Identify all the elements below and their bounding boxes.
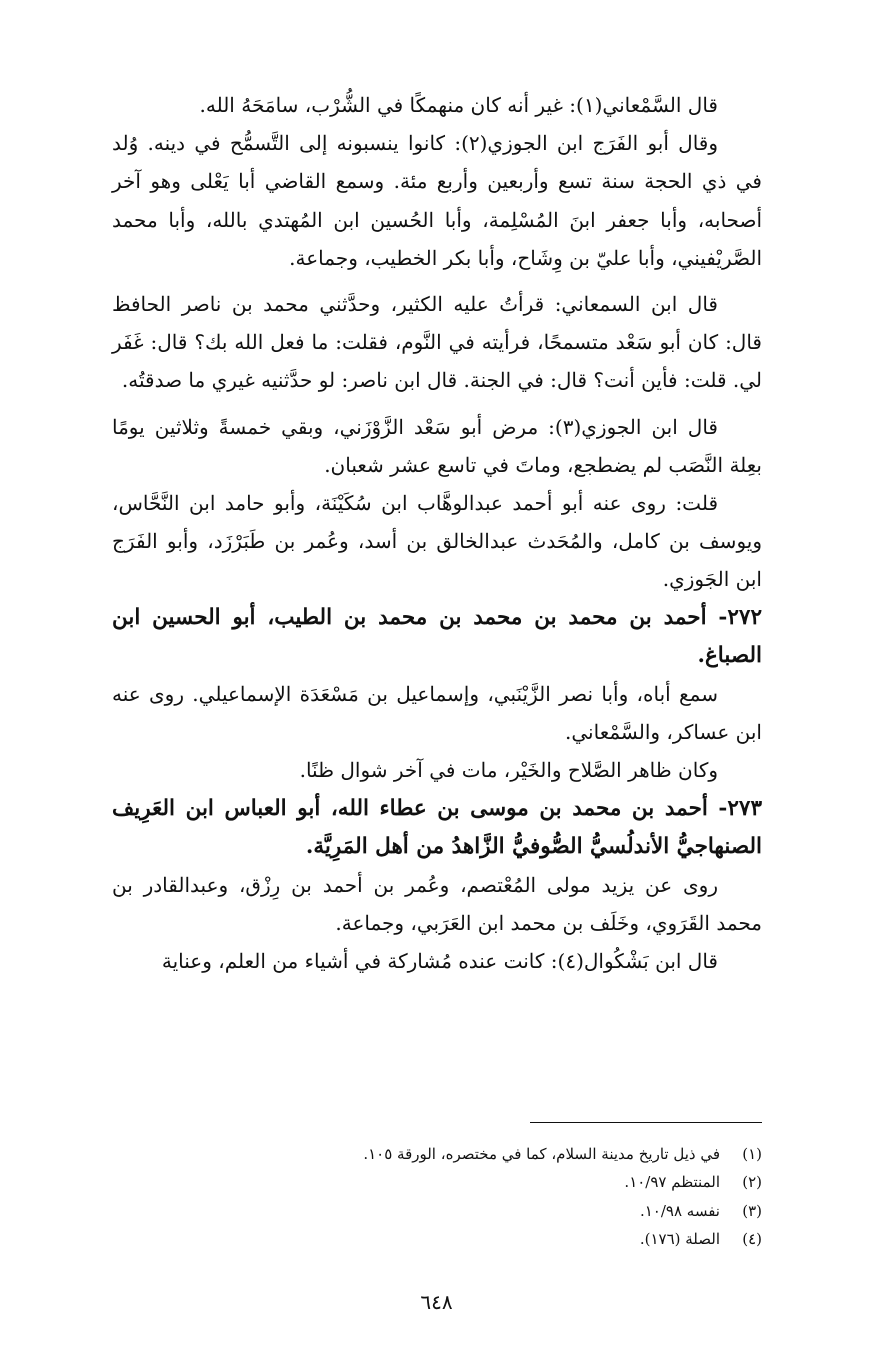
- paragraph-272-teachers: سمع أباه، وأبا نصر الزَّيْنَبي، وإسماعيل بن مَسْعَدَة الإسماعيلي. روى عنه ابن عساكر، والسَّمْعاني.: [112, 682, 762, 745]
- footnote-number: (٤): [742, 1229, 762, 1248]
- paragraph-ibn-samani-reading: قال ابن السمعاني: قرأتُ عليه الكثير، وحدَّثني محمد بن ناصر الحافظ قال: كان أبو سَعْد متسمحًا، فرأيته في النَّوم، فقلت: ما فعل الله بك؟ قال: غَفَر لي. قلت: فأين أنت؟ قال: في الجنة. قال ابن ناصر: لو حدَّثنيه غيري ما صدقتُه.: [112, 292, 762, 393]
- footnote-item: [112, 1168, 762, 1196]
- footnote-divider: [530, 1122, 762, 1123]
- footnote-text: المنتظم ١٠/٩٧.: [624, 1173, 720, 1192]
- footnote-text: نفسه ١٠/٩٨.: [639, 1201, 720, 1220]
- paragraph-illness-death: قال ابن الجوزي(٣): مرض أبو سَعْد الزَّوْزَني، وبقي خمسةً وثلاثين يومًا بعِلة النَّصَب لم يضطجع، وماتَ في تاسع عشر شعبان.: [112, 414, 762, 477]
- page-number: ٦٤٨: [420, 1290, 453, 1314]
- paragraph-samani-quote: قال السَّمْعاني(١): غير أنه كان منهمكًا في الشُّرْب، سامَحَهُ الله.: [199, 93, 718, 117]
- footnote-item: [112, 1197, 762, 1225]
- biography-heading-273: ٢٧٣- أحمد بن محمد بن موسى بن عطاء الله، أبو العباس ابن العَرِيف الصنهاجيُّ الأندلُسيُّ الصُّوفيُّ الزَّاهدُ من أهل المَرِيَّة.: [112, 795, 762, 859]
- footnote-item: [112, 1225, 762, 1253]
- footnote-number: (١): [742, 1145, 762, 1163]
- paragraph-narrators: قلت: روى عنه أبو أحمد عبدالوهَّاب ابن سُكَيْنَة، وأبو حامد ابن النَّحَّاس، ويوسف بن كامل، والمُحَدث عبدالخالق بن أسد، وعُمر بن طَبَرْزَد، وأبو الفَرَج ابن الجَوزي.: [112, 491, 762, 592]
- paragraph-273-ibn-bashkuwal: قال ابن بَشْكُوال(٤): كانت عنده مُشاركة في أشياء من العلم، وعناية: [161, 949, 718, 974]
- footnote-number: (٣): [742, 1201, 762, 1220]
- biography-heading-272: ٢٧٢- أحمد بن محمد بن محمد بن محمد بن الطيب، أبو الحسين ابن الصباغ.: [112, 604, 762, 668]
- footnote-number: (٢): [742, 1173, 762, 1192]
- paragraph-273-teachers: روى عن يزيد مولى المُعْتصم، وعُمر بن أحمد بن رِزْق، وعبدالقادر بن محمد القَرَوي، وخَلَف بن محمد ابن العَرَبي، وجماعة.: [112, 873, 762, 936]
- footnote-text: الصلة (١٧٦).: [639, 1229, 720, 1248]
- footnote-item: [112, 1140, 762, 1168]
- footnote-text: في ذيل تاريخ مدينة السلام، كما في مختصره، الورقة ١٠٥.: [363, 1145, 720, 1163]
- paragraph-272-death: وكان ظاهر الصَّلاح والخَيْر، مات في آخر شوال ظنًا.: [299, 758, 718, 783]
- footnotes: [112, 1140, 762, 1253]
- paragraph-ibn-jawzi-quote: وقال أبو الفَرَج ابن الجوزي(٢): كانوا ينسبونه إلى التَّسمُّح في دينه. وُلد في ذي الحجة سنة تسع وأربعين وأربع مئة. وسمع القاضي أبا يَعْلى وهو آخر أصحابه، وأبا جعفر ابنَ المُسْلِمة، وأبا الحُسين ابن المُهتدي بالله، وأبا محمد الصَّريْفيني، وأبا عليّ بن وِشَاح، وأبا بكر الخطيب، وجماعة.: [112, 131, 762, 270]
- main-text: [112, 86, 762, 981]
